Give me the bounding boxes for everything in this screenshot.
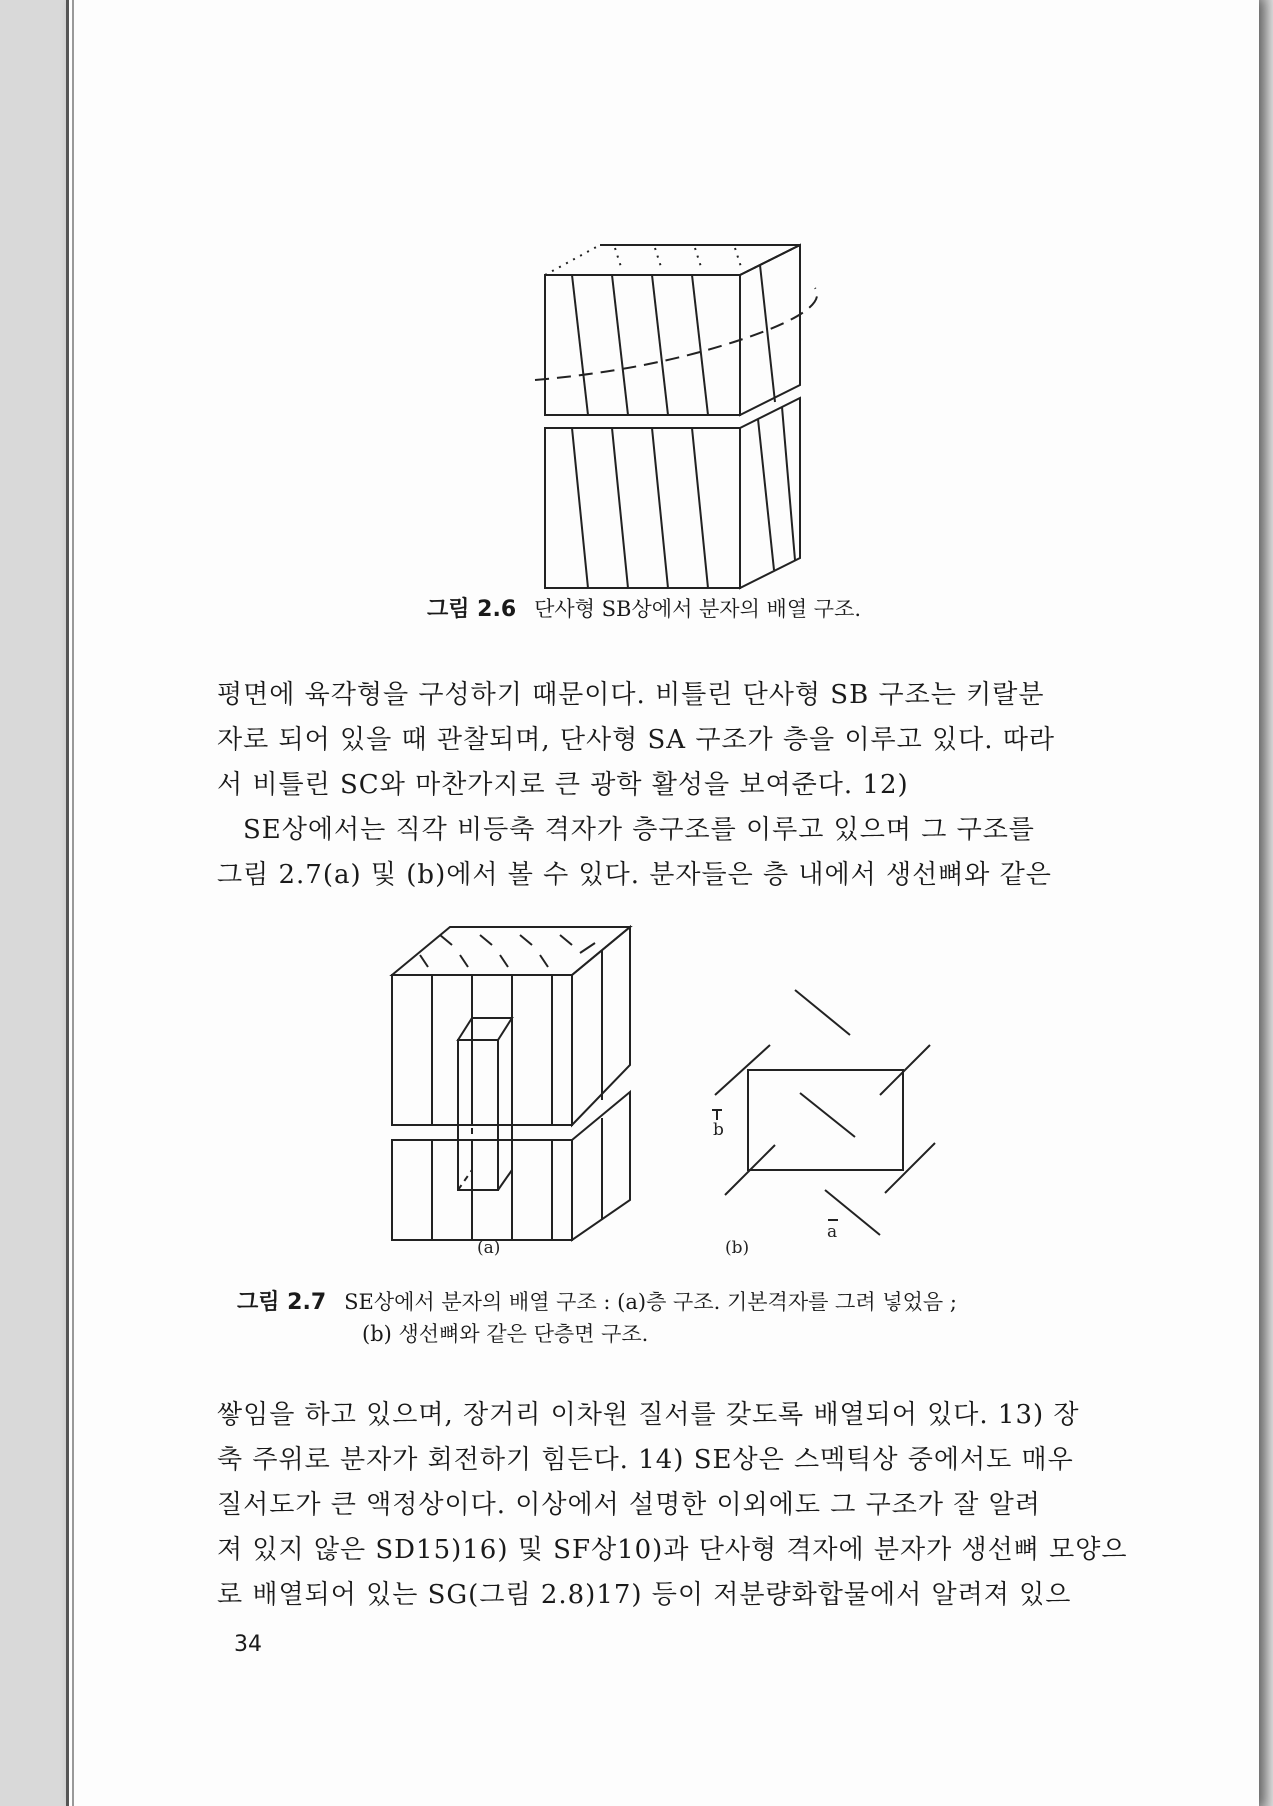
paragraph-2-line-4: 져 있지 않은 SD15)16) 및 SF상10)과 단사형 격자에 분자가 생선뼈 모양으 [217,1535,1128,1565]
paragraph-1-line-2: 자로 되어 있을 때 관찰되며, 단사형 SA 구조가 층을 이루고 있다. 따라 [217,725,1056,755]
figure-2-7-caption [237,1286,957,1319]
paragraph-2-line-3: 질서도가 큰 액정상이다. 이상에서 설명한 이외에도 그 구조가 잘 알려 [217,1490,1041,1520]
figure-2-6-drawing [530,240,820,590]
page-inner-edge [72,0,74,1806]
paragraph-2 [217,1393,1135,1618]
paragraph-2-line-2: 축 주위로 분자가 회전하기 힘든다. 14) SE상은 스멕틱상 중에서도 매우 [217,1445,1074,1475]
figure-2-7-number: 그림 2.7 [237,1290,327,1315]
figure-2-7-drawing [380,915,950,1265]
paragraph-1-line-5: 그림 2.7(a) 및 (b)에서 볼 수 있다. 분자들은 층 내에서 생선뼈와 같은 [217,860,1052,890]
paragraph-2-line-1: 쌓임을 하고 있으며, 장거리 이차원 질서를 갖도록 배열되어 있다. 13) 장 [217,1400,1080,1430]
figure-2-7-caption-continued [362,1318,648,1350]
figure-2-7-caption-line-1: SE상에서 분자의 배열 구조 : (a)층 구조. 기본격자를 그려 넣었음 ; [344,1290,957,1314]
page-number: 34 [234,1632,262,1657]
figure-2-7-vector-b: b [713,1120,724,1140]
figure-2-6-number: 그림 2.6 [427,597,517,622]
figure-2-7-label-a: (a) [477,1238,501,1258]
paragraph-1-line-4: SE상에서는 직각 비등축 격자가 층구조를 이루고 있으며 그 구조를 [243,815,1035,845]
figure-2-6-caption-text: 단사형 SB상에서 분자의 배열 구조. [534,597,862,621]
figure-2-7-caption-line-2: (b) 생선뼈와 같은 단층면 구조. [362,1322,649,1346]
paragraph-1 [217,673,1135,898]
paragraph-1-line-1: 평면에 육각형을 구성하기 때문이다. 비틀린 단사형 SB 구조는 키랄분 [217,680,1045,710]
paragraph-1-line-3: 서 비틀린 SC와 마찬가지로 큰 광학 활성을 보여준다. 12) [217,770,909,800]
figure-2-7-vector-a: a [827,1222,838,1242]
figure-2-6-caption [427,593,861,626]
figure-2-7-label-b: (b) [725,1238,750,1258]
paragraph-2-line-5: 로 배열되어 있는 SG(그림 2.8)17) 등이 저분량화합물에서 알려져 있으 [217,1580,1072,1610]
